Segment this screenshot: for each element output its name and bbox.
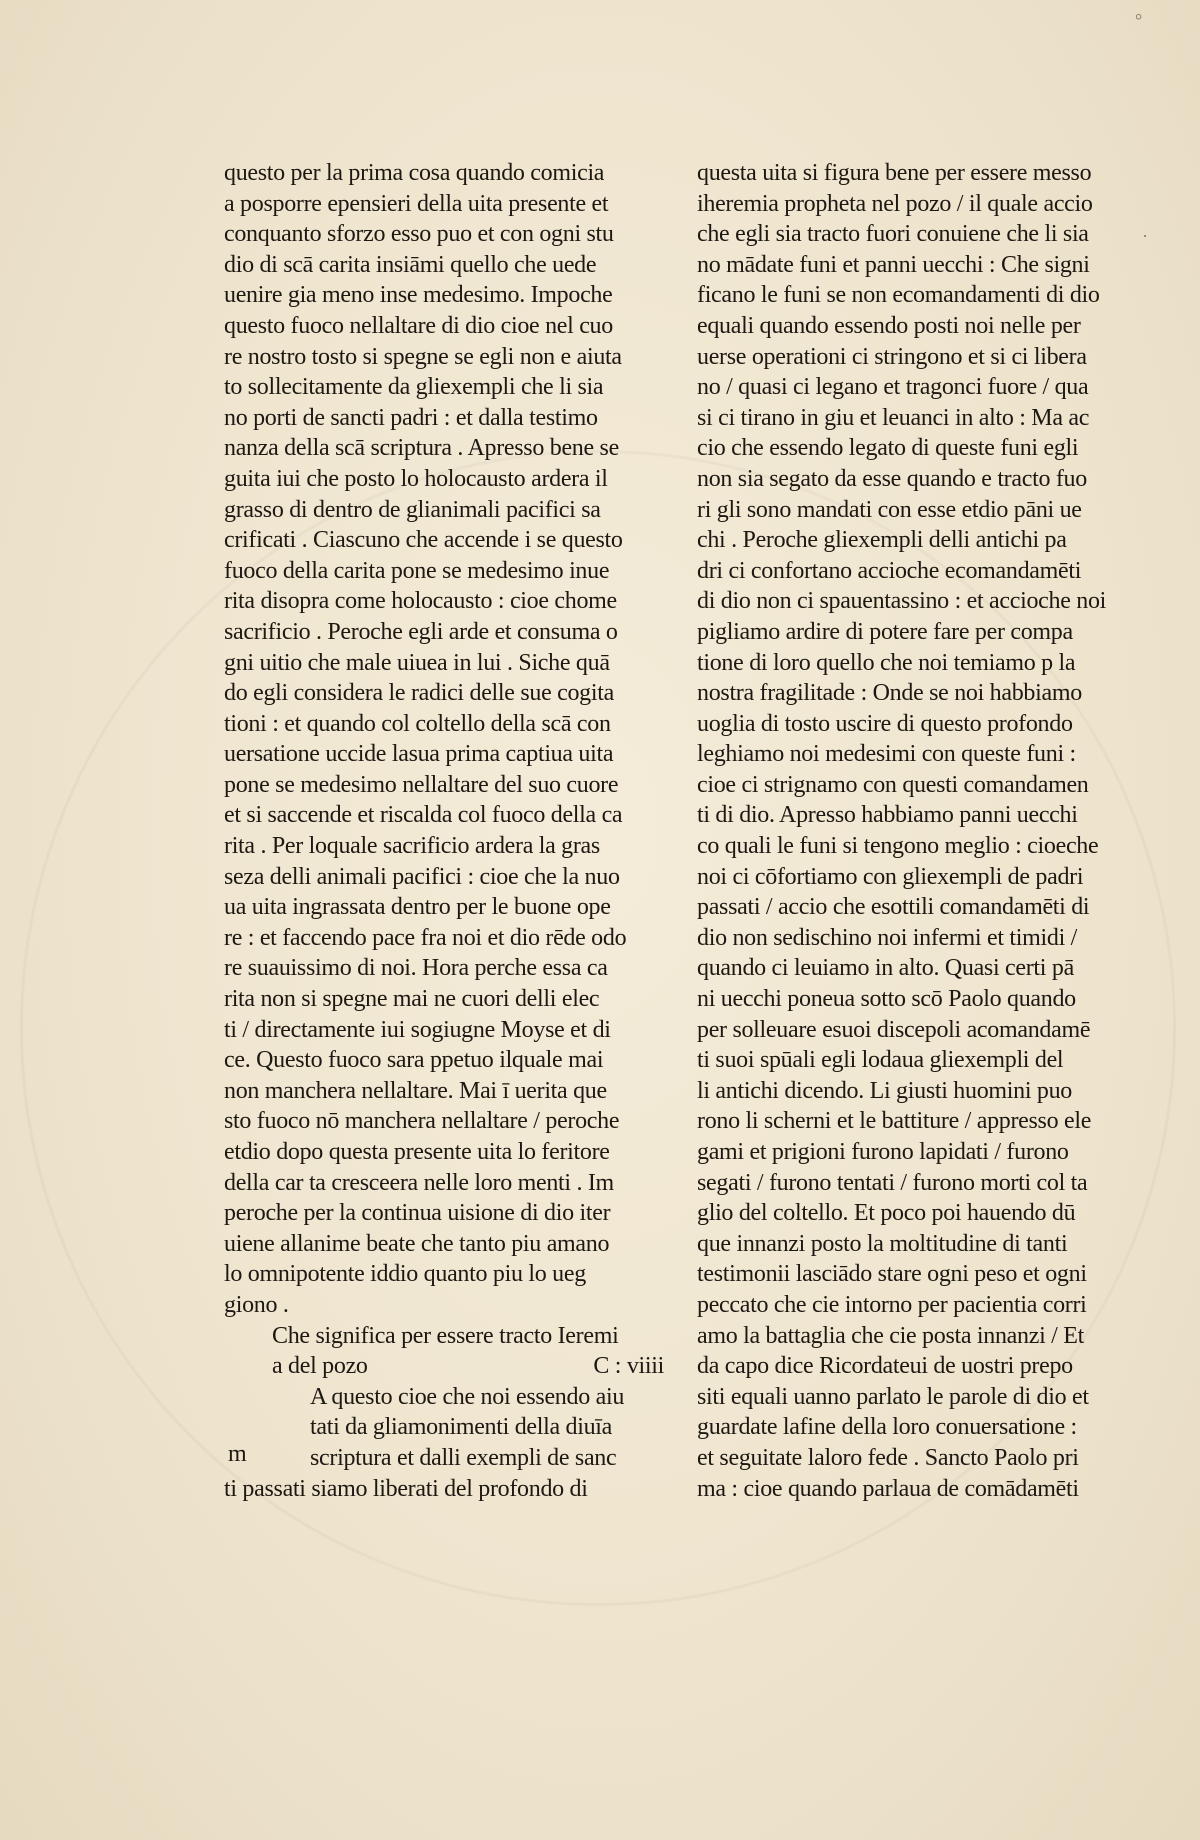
text-line: da capo dice Ricordateui de uostri prepo (697, 1353, 1073, 1380)
text-line: sacrificio . Peroche egli arde et consuma o (224, 618, 618, 645)
text-line: uenire gia meno inse medesimo. Impoche (224, 282, 613, 309)
text-line: re suauissimo di noi. Hora perche essa ca (224, 955, 608, 982)
text-line: guardate lafine della loro conuersatione : (697, 1414, 1077, 1441)
text-line: cioe ci strignamo con questi comandamen (697, 771, 1089, 798)
text-line: scriptura et dalli exempli de sanc (310, 1444, 617, 1471)
left-text-column (224, 158, 664, 1504)
text-line: re : et faccendo pace fra noi et dio rēde odo (224, 924, 627, 951)
text-line: no / quasi ci legano et tragonci fuore / qua (697, 374, 1089, 401)
text-line: testimonii lasciādo stare ogni peso et ogni (697, 1261, 1087, 1288)
text-line: ma : cioe quando parlaua de comādamēti (697, 1475, 1079, 1502)
text-line: li antichi dicendo. Li giusti huomini puo (697, 1077, 1072, 1104)
text-line: seza delli animali pacifici : cioe che la nuo (224, 863, 620, 890)
text-line: et seguitate laloro fede . Sancto Paolo pri (697, 1444, 1079, 1471)
text-line: ri gli sono mandati con esse etdio pāni ue (697, 496, 1082, 523)
text-line: passati / accio che esottili comandamēti di (697, 894, 1090, 921)
text-line: pone se medesimo nellaltare del suo cuore (224, 771, 619, 798)
text-line: uersatione uccide lasua prima captiua uita (224, 741, 614, 768)
text-line: guita iui che posto lo holocausto ardera il (224, 465, 608, 492)
text-line: peccato che cie intorno per pacientia corri (697, 1291, 1087, 1318)
text-line: chi . Peroche gliexempli delli antichi pa (697, 527, 1067, 554)
text-line: segati / furono tentati / furono morti col ta (697, 1169, 1088, 1196)
text-line: per solleuare esuoi discepoli acomandamē (697, 1016, 1091, 1043)
text-line: re nostro tosto si spegne se egli non e aiuta (224, 343, 622, 370)
text-line: iheremia propheta nel pozo / il quale accio (697, 190, 1093, 217)
text-line: sto fuoco nō manchera nellaltare / peroche (224, 1108, 620, 1135)
text-line: crificati . Ciascuno che accende i se questo (224, 527, 623, 554)
text-line: noi ci cōfortiamo con gliexempli de padri (697, 863, 1084, 890)
guide-letter: m (228, 1441, 247, 1467)
text-line: leghiamo noi medesimi con queste funi : (697, 741, 1076, 768)
left-last-line: ti passati siamo liberati del profondo di (224, 1475, 588, 1502)
text-line: questo fuoco nellaltare di dio cioe nel cuo (224, 312, 613, 339)
text-line: non manchera nellaltare. Mai ī uerita que (224, 1077, 607, 1104)
text-line: equali quando essendo posti noi nelle per (697, 312, 1081, 339)
text-line: lo omnipotente iddio quanto piu lo ueg (224, 1261, 586, 1288)
text-line: ti / directamente iui sogiugne Moyse et di (224, 1016, 611, 1043)
text-line: tati da gliamonimenti della diuīa (310, 1414, 613, 1441)
text-line: uerse operationi ci stringono et si ci libera (697, 343, 1087, 370)
left-body-lines (224, 158, 664, 1321)
text-line: nostra fragilitade : Onde se noi habbiamo (697, 680, 1082, 707)
chapter-heading-text-2: a del pozo (272, 1353, 368, 1380)
text-line: gami et prigioni furono lapidati / furono (697, 1139, 1069, 1165)
margin-mark-side: · (1142, 226, 1148, 246)
text-line: to sollecitamente da gliexempli che li sia (224, 374, 604, 401)
text-line: giono . (224, 1291, 289, 1318)
text-line: grasso di dentro de glianimali pacifici sa (224, 496, 601, 523)
text-line: che egli sia tracto fuori conuiene che li sia (697, 221, 1089, 248)
text-line: rita non si spegne mai ne cuori delli elec (224, 986, 600, 1013)
text-line: ficano le funi se non ecomandamenti di dio (697, 282, 1100, 309)
text-line: a posporre epensieri della uita presente et (224, 190, 609, 217)
text-line: ce. Questo fuoco sara ppetuo ilquale mai (224, 1047, 604, 1074)
text-line: ni uecchi poneua sotto scō Paolo quando (697, 986, 1076, 1013)
text-line: non sia segato da esse quando e tracto fuo (697, 465, 1087, 492)
text-line: cio che essendo legato di queste funi egli (697, 435, 1079, 462)
text-line: di dio non ci spauentassino : et accioche noi (697, 588, 1107, 615)
text-line: amo la battaglia che cie posta innanzi / Et (697, 1322, 1084, 1349)
text-line: conquanto sforzo esso puo et con ogni stu (224, 221, 614, 248)
text-line: fuoco della carita pone se medesimo inue (224, 557, 610, 584)
text-line: ti di dio. Apresso habbiamo panni uecchi (697, 802, 1078, 829)
text-line: tioni : et quando col coltello della scā con (224, 710, 611, 737)
text-line: si ci tirano in giu et leuanci in alto : Ma ac (697, 404, 1090, 431)
text-line: no porti de sancti padri : et dalla testimo (224, 404, 598, 431)
text-line: glio del coltello. Et poco poi hauendo dū (697, 1200, 1076, 1227)
text-line: pigliamo ardire di potere fare per compa (697, 618, 1073, 645)
chapter-heading-text: Che significa per essere tracto Ieremi (272, 1322, 619, 1349)
text-line: questo per la prima cosa quando comicia (224, 160, 605, 186)
text-line: ti suoi spūali egli lodaua gliexempli del (697, 1047, 1064, 1074)
text-line: dri ci confortano accioche ecomandamēti (697, 557, 1082, 584)
left-paragraph-lines (224, 1382, 664, 1474)
text-line: co quali le funi si tengono meglio : cioeche (697, 833, 1099, 860)
margin-mark-top: ° (1135, 10, 1143, 30)
text-line: peroche per la continua uisione di dio iter (224, 1200, 611, 1227)
text-line: que innanzi posto la moltitudine di tanti (697, 1230, 1068, 1257)
text-line: A questo cioe che noi essendo aiu (310, 1383, 625, 1410)
text-line: ua uita ingrassata dentro per le buone ope (224, 894, 611, 921)
text-line: et si saccende et riscalda col fuoco della ca (224, 802, 623, 829)
text-line: dio non sedischino noi infermi et timidi / (697, 924, 1078, 951)
chapter-heading-line-1 (224, 1321, 664, 1352)
text-line: questa uita si figura bene per essere messo (697, 160, 1092, 186)
text-line: dio di scā carita insiāmi quello che uede (224, 251, 597, 278)
text-line: gni uitio che male uiuea in lui . Siche quā (224, 649, 610, 676)
text-line: quando ci leuiamo in alto. Quasi certi pā (697, 955, 1074, 982)
right-text-column (697, 158, 1139, 1504)
text-line: uiene allanime beate che tanto piu amano (224, 1230, 610, 1257)
text-line: no mādate funi et panni uecchi : Che signi (697, 251, 1090, 278)
text-line: rono li scherni et le battiture / appresso ele (697, 1108, 1092, 1135)
chapter-heading-line-2 (224, 1351, 664, 1382)
right-body-lines (697, 158, 1139, 1504)
text-line: siti equali uanno parlato le parole di dio et (697, 1383, 1089, 1410)
text-line: tione di loro quello che noi temiamo p la (697, 649, 1076, 676)
text-line: rita . Per loquale sacrificio ardera la gras (224, 833, 600, 860)
text-line: rita disopra come holocausto : cioe chome (224, 588, 617, 615)
chapter-marker: C : viiii (593, 1353, 664, 1380)
text-line: do egli considera le radici delle sue cogita (224, 680, 614, 707)
text-line: nanza della scā scriptura . Apresso bene se (224, 435, 619, 462)
text-line: uoglia di tosto uscire di questo profondo (697, 710, 1073, 737)
text-line: etdio dopo questa presente uita lo feritore (224, 1139, 610, 1165)
text-line: della car ta cresceera nelle loro menti . Im (224, 1169, 614, 1196)
